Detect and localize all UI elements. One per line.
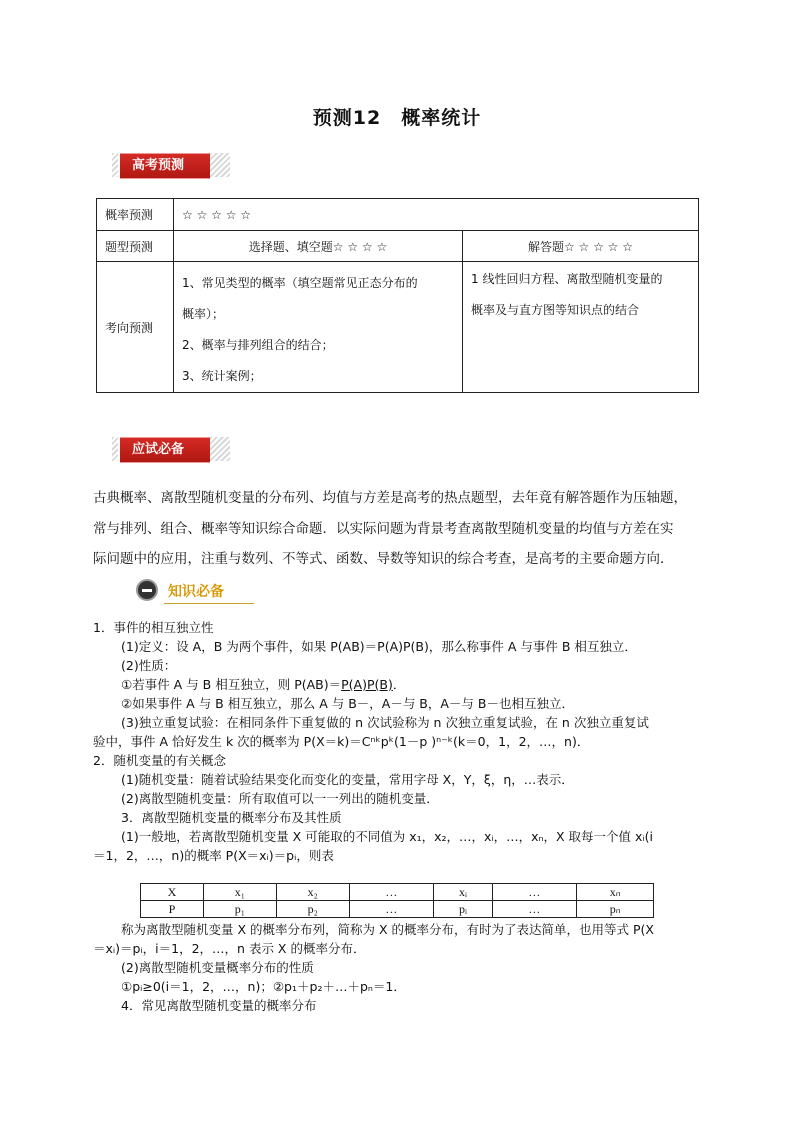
- pred-value-prob: ☆ ☆ ☆ ☆ ☆: [174, 199, 699, 231]
- direction-line: 1 线性回归方程、离散型随机变量的: [471, 272, 663, 286]
- property-2: ②如果事件 A 与 B 相互独立，那么 A 与 B－，A－与 B，A－与 B－也相互独立．: [121, 696, 574, 711]
- section-badge-yingshi: 应试必备: [120, 437, 210, 463]
- dist-cell: x₂: [276, 884, 349, 901]
- property-1: ①若事件 A 与 B 相互独立，则 P(AB)＝P(A)P(B)．: [121, 677, 406, 692]
- pred-direction-col1: [174, 262, 463, 393]
- badge-stripe-right: [210, 153, 230, 177]
- concept-line: (2)离散型随机变量：所有取值可以一一列出的随机变量．: [121, 791, 439, 806]
- content-lower: [93, 920, 705, 1015]
- knowledge-underline: [164, 603, 254, 604]
- concept-line: (1)随机变量：随着试验结果变化而变化的变量，常用字母 X，Y，ξ，η，…表示．: [121, 772, 574, 787]
- pred-label-prob: 概率预测: [97, 199, 174, 231]
- dist-cell: xₙ: [577, 884, 654, 901]
- dist-cell: …: [349, 901, 434, 918]
- intro-line: 际问题中的应用，注重与数列、不等式、函数、导数等知识的综合考查，是高考的主要命题方向．: [93, 551, 674, 567]
- direction-line: 3、统计案例；: [182, 369, 262, 383]
- property-heading: (2)性质：: [121, 658, 177, 673]
- dist-cell: X: [141, 884, 204, 901]
- dist-cell: …: [492, 901, 577, 918]
- section-heading: (2)离散型随机变量概率分布的性质: [121, 960, 314, 975]
- dist-cell: pᵢ: [434, 901, 492, 918]
- definition-line: (1)定义：设 A，B 为两个事件，如果 P(AB)＝P(A)P(B)，那么称事件 A 与事件 B 相互独立．: [121, 639, 637, 654]
- distribution-table: [140, 883, 654, 918]
- pred-label-type: 题型预测: [97, 231, 174, 262]
- dist-cell: p₁: [203, 901, 276, 918]
- distribution-line: ＝1，2，…，n)的概率 P(X＝xᵢ)＝pᵢ，则表: [93, 848, 334, 863]
- section-heading: 2．随机变量的有关概念: [93, 753, 226, 768]
- section-heading: 1．事件的相互独立性: [93, 620, 214, 635]
- distribution-line: ＝xᵢ)＝pᵢ，i＝1，2，…，n 表示 X 的概率分布．: [93, 941, 366, 956]
- pred-label-direction: 考向预测: [97, 262, 174, 393]
- distribution-line: 称为离散型随机变量 X 的概率分布列，简称为 X 的概率分布，有时为了表达简单，也用等式 P(X: [121, 922, 654, 937]
- dist-cell: pₙ: [577, 901, 654, 918]
- direction-line: 概率）；: [182, 307, 225, 321]
- intro-line: 古典概率、离散型随机变量的分布列、均值与方差是高考的热点题型，去年竟有解答题作为压轴题，: [93, 490, 687, 506]
- intro-paragraph: [93, 483, 705, 575]
- badge-stripe-left: [112, 437, 118, 461]
- repeated-trial-line: 验中，事件 A 恰好发生 k 次的概率为 P(X＝k)＝Cⁿᵏpᵏ(1－p )ⁿ⁻ᵏ(k＝0，1，2，…，n)．: [93, 734, 590, 749]
- dist-cell: P: [141, 901, 204, 918]
- intro-line: 常与排列、组合、概率等知识综合命题．以实际问题为背景考查离散型随机变量的均值与方差在实: [93, 520, 674, 537]
- pred-type-choice: 选择题、填空题☆ ☆ ☆ ☆: [174, 231, 463, 262]
- direction-line: 1、常见类型的概率（填空题常见正态分布的: [182, 276, 418, 290]
- dist-cell: xᵢ: [434, 884, 492, 901]
- page-title: 预测12 概率统计: [312, 107, 482, 129]
- underlined-answer: P(A)P(B): [341, 677, 393, 692]
- section-badge-gaokao: 高考预测: [120, 153, 210, 179]
- direction-line: 概率及与直方图等知识点的结合: [471, 303, 640, 317]
- distribution-line: (1)一般地，若离散型随机变量 X 可能取的不同值为 x₁，x₂，…，xᵢ，…，xₙ，X 取每一个值 xᵢ(i: [121, 829, 654, 844]
- content-upper: [93, 618, 705, 865]
- direction-line: 2、概率与排列组合的结合；: [182, 338, 334, 352]
- dist-cell: …: [492, 884, 577, 901]
- knowledge-badge-label: 知识必备: [168, 584, 224, 600]
- badge-stripe-left: [112, 153, 118, 177]
- repeated-trial-line: (3)独立重复试验：在相同条件下重复做的 n 次试验称为 n 次独立重复试验，在 n 次独立重复试: [121, 715, 649, 730]
- dist-cell: p₂: [276, 901, 349, 918]
- dist-cell: …: [349, 884, 434, 901]
- section-heading: 4．常见离散型随机变量的概率分布: [121, 998, 317, 1013]
- knowledge-badge: [136, 577, 254, 605]
- badge-stripe-right: [210, 437, 230, 461]
- pred-direction-col2: [463, 262, 699, 393]
- property-line: ①pᵢ≥0(i＝1，2，…，n)；②p₁＋p₂＋…＋pₙ＝1．: [121, 979, 406, 994]
- prediction-table: [96, 198, 699, 393]
- pred-type-answer: 解答题☆ ☆ ☆ ☆ ☆: [463, 231, 699, 262]
- section-heading: 3．离散型随机变量的概率分布及其性质: [121, 810, 342, 825]
- dist-cell: x₁: [203, 884, 276, 901]
- minus-circle-icon: [136, 579, 158, 601]
